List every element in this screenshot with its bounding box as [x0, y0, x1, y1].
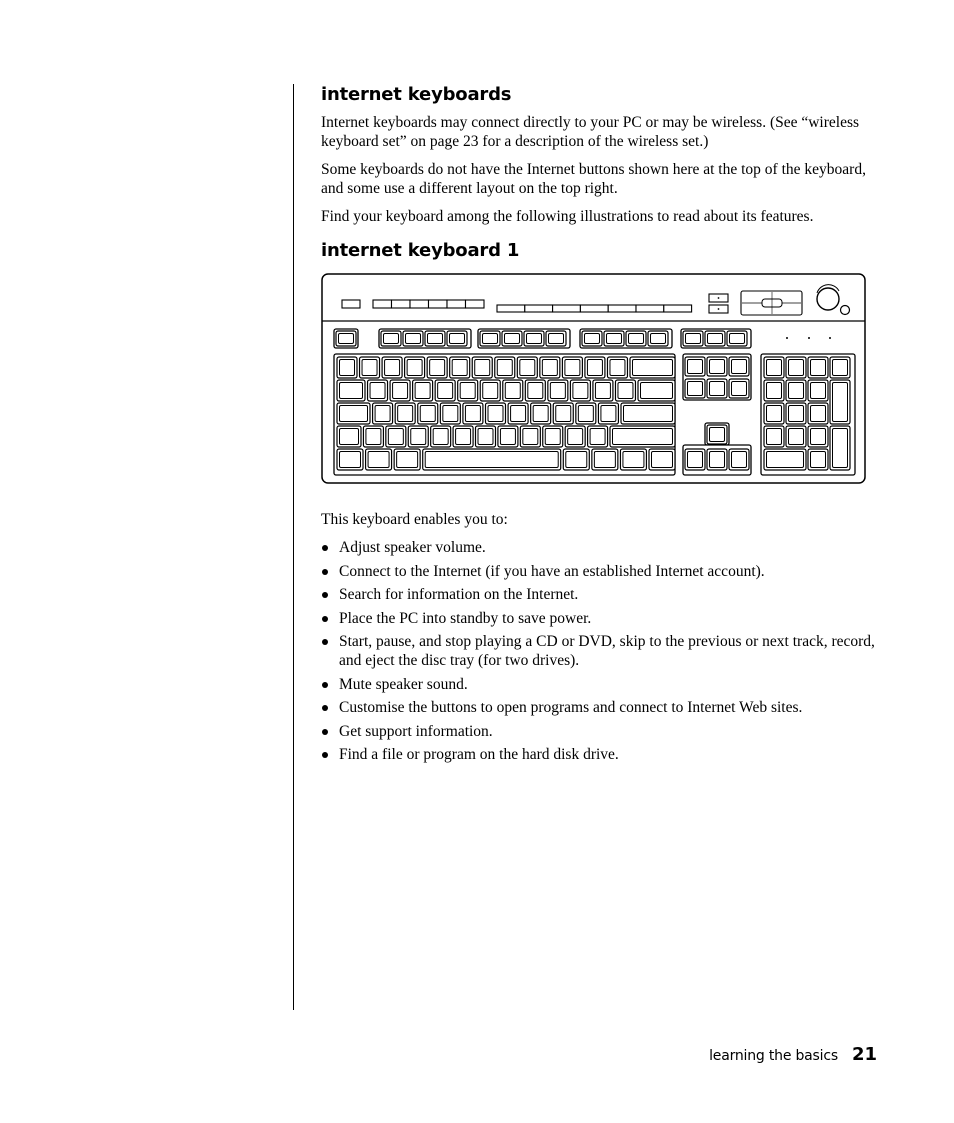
key-top [767, 429, 782, 445]
key-top [568, 429, 583, 445]
key-top [573, 383, 588, 399]
key-top [833, 383, 848, 422]
key-top [425, 452, 558, 468]
key-top [362, 360, 377, 376]
key-top [556, 406, 571, 422]
indicator-light [808, 337, 810, 339]
key-top [527, 334, 542, 344]
key-top [407, 360, 422, 376]
dot-mark [718, 297, 720, 299]
internet-button [392, 300, 411, 308]
keyboard-illustration [321, 273, 866, 485]
key-top [488, 406, 503, 422]
key-top [594, 452, 615, 468]
list-item: Get support information. [321, 722, 881, 741]
key-top [415, 383, 430, 399]
key-top [730, 334, 745, 344]
bullet-icon [322, 616, 328, 622]
internet-button [447, 300, 466, 308]
key-top [624, 406, 673, 422]
key-top [398, 406, 413, 422]
page-number: 21 [851, 1044, 877, 1065]
key-top [460, 383, 475, 399]
key-top [550, 383, 565, 399]
footer-chapter-title: learning the basics [709, 1048, 838, 1064]
key-top [384, 334, 399, 344]
key-top [397, 452, 418, 468]
key-top [595, 383, 610, 399]
key-top [641, 383, 673, 399]
key-top [811, 383, 826, 399]
key-top [610, 360, 625, 376]
indicator-light [829, 337, 831, 339]
key-top [688, 360, 703, 374]
key-top [375, 406, 390, 422]
internet-button [466, 300, 485, 308]
programmable-button [553, 305, 581, 312]
key-top [607, 334, 622, 344]
key-top [618, 383, 633, 399]
key-top [428, 334, 443, 344]
key-top [339, 334, 354, 344]
key-top [585, 334, 600, 344]
list-item: Search for information on the Internet. [321, 585, 881, 604]
programmable-button [497, 305, 525, 312]
bullet-icon [322, 705, 328, 711]
section-heading-internet-keyboard-1: internet keyboard 1 [321, 240, 520, 261]
key-top [406, 334, 421, 344]
list-item: Start, pause, and stop playing a CD or DVD, skip to the previous or next track, record, and eject the disc tray (for two drives). [321, 632, 881, 670]
list-item: Mute speaker sound. [321, 675, 881, 694]
key-top [633, 360, 673, 376]
key-top [528, 383, 543, 399]
key-top [732, 452, 747, 468]
dot-mark [718, 308, 720, 310]
key-top [511, 406, 526, 422]
internet-button [429, 300, 448, 308]
key-top [450, 334, 465, 344]
key-top [545, 429, 560, 445]
bullet-icon [322, 569, 328, 575]
key-top [520, 360, 535, 376]
key-top [483, 334, 498, 344]
key-top [411, 429, 426, 445]
bullet-icon [322, 682, 328, 688]
list-item: Place the PC into standby to save power. [321, 609, 881, 628]
key-top [340, 406, 368, 422]
internet-button [373, 300, 392, 308]
key-top [789, 383, 804, 399]
key-top [590, 429, 605, 445]
key-top [420, 406, 435, 422]
key-top [688, 452, 703, 468]
keyboard-drawing [321, 273, 866, 485]
paragraph: Some keyboards do not have the Internet buttons shown here at the top of the keyboard, and some use a different layout on the top right. [321, 161, 866, 197]
key-top [789, 406, 804, 422]
key-top [433, 429, 448, 445]
bullet-icon [322, 592, 328, 598]
feature-list [321, 538, 881, 764]
key-top [686, 334, 701, 344]
internet-button [410, 300, 429, 308]
key-top [566, 452, 587, 468]
key-top [811, 429, 826, 445]
margin-rule [293, 84, 294, 1010]
key-top [523, 429, 538, 445]
key-top [430, 360, 445, 376]
key-top [811, 406, 826, 422]
key-top [549, 334, 564, 344]
key-top [833, 360, 848, 376]
page-footer [709, 1044, 877, 1065]
key-top [811, 360, 826, 376]
key-top [688, 382, 703, 396]
key-top [438, 383, 453, 399]
page-content [321, 84, 881, 769]
key-top [565, 360, 580, 376]
key-top [465, 406, 480, 422]
key-top [497, 360, 512, 376]
key-top [811, 452, 826, 468]
key-top [710, 382, 725, 396]
key-top [393, 383, 408, 399]
key-top [370, 383, 385, 399]
programmable-button [608, 305, 636, 312]
key-top [623, 452, 644, 468]
key-top [340, 383, 363, 399]
key-top [710, 452, 725, 468]
paragraph: Find your keyboard among the following illustrations to read about its features. [321, 208, 814, 225]
key-top [340, 360, 355, 376]
key-top [732, 382, 747, 396]
key-top [505, 383, 520, 399]
key-top [456, 429, 471, 445]
key-top [475, 360, 490, 376]
bullet-icon [322, 752, 328, 758]
key-top [533, 406, 548, 422]
key-top [767, 452, 804, 468]
key-top [542, 360, 557, 376]
key-top [478, 429, 493, 445]
key-top [587, 360, 602, 376]
bullet-icon [322, 729, 328, 735]
mute-button [841, 306, 850, 315]
key-top [767, 383, 782, 399]
key-top [368, 452, 389, 468]
key-top [578, 406, 593, 422]
bullet-icon [322, 545, 328, 551]
key-top [340, 429, 359, 445]
programmable-button [580, 305, 608, 312]
volume-knob [817, 288, 839, 310]
programmable-button [664, 305, 692, 312]
key-top [708, 334, 723, 344]
internet-button [342, 300, 360, 308]
key-top [789, 360, 804, 376]
key-top [505, 334, 520, 344]
paragraph: Internet keyboards may connect directly to your PC or may be wireless. (See “wireless keyboard set” on page 23 for a description of the wireless set.) [321, 114, 860, 150]
key-top [652, 452, 673, 468]
bullet-icon [322, 639, 328, 645]
key-top [366, 429, 381, 445]
section-heading-internet-keyboards: internet keyboards [321, 84, 512, 105]
list-item: Adjust speaker volume. [321, 538, 881, 557]
key-top [443, 406, 458, 422]
key-top [710, 360, 725, 374]
intro-text: This keyboard enables you to: [321, 511, 508, 528]
key-top [340, 452, 361, 468]
key-top [710, 428, 725, 442]
key-top [483, 383, 498, 399]
key-top [767, 406, 782, 422]
key-top [732, 360, 747, 374]
key-top [388, 429, 403, 445]
key-top [601, 406, 616, 422]
key-top [385, 360, 400, 376]
key-top [452, 360, 467, 376]
list-item: Connect to the Internet (if you have an established Internet account). [321, 562, 881, 581]
key-top [767, 360, 782, 376]
key-top [613, 429, 673, 445]
key-top [651, 334, 666, 344]
key-top [629, 334, 644, 344]
list-item: Find a file or program on the hard disk drive. [321, 745, 881, 764]
key-top [789, 429, 804, 445]
programmable-button [636, 305, 664, 312]
key-top [500, 429, 515, 445]
indicator-light [786, 337, 788, 339]
programmable-button [525, 305, 553, 312]
key-top [833, 429, 848, 468]
list-item: Customise the buttons to open programs and connect to Internet Web sites. [321, 698, 881, 717]
